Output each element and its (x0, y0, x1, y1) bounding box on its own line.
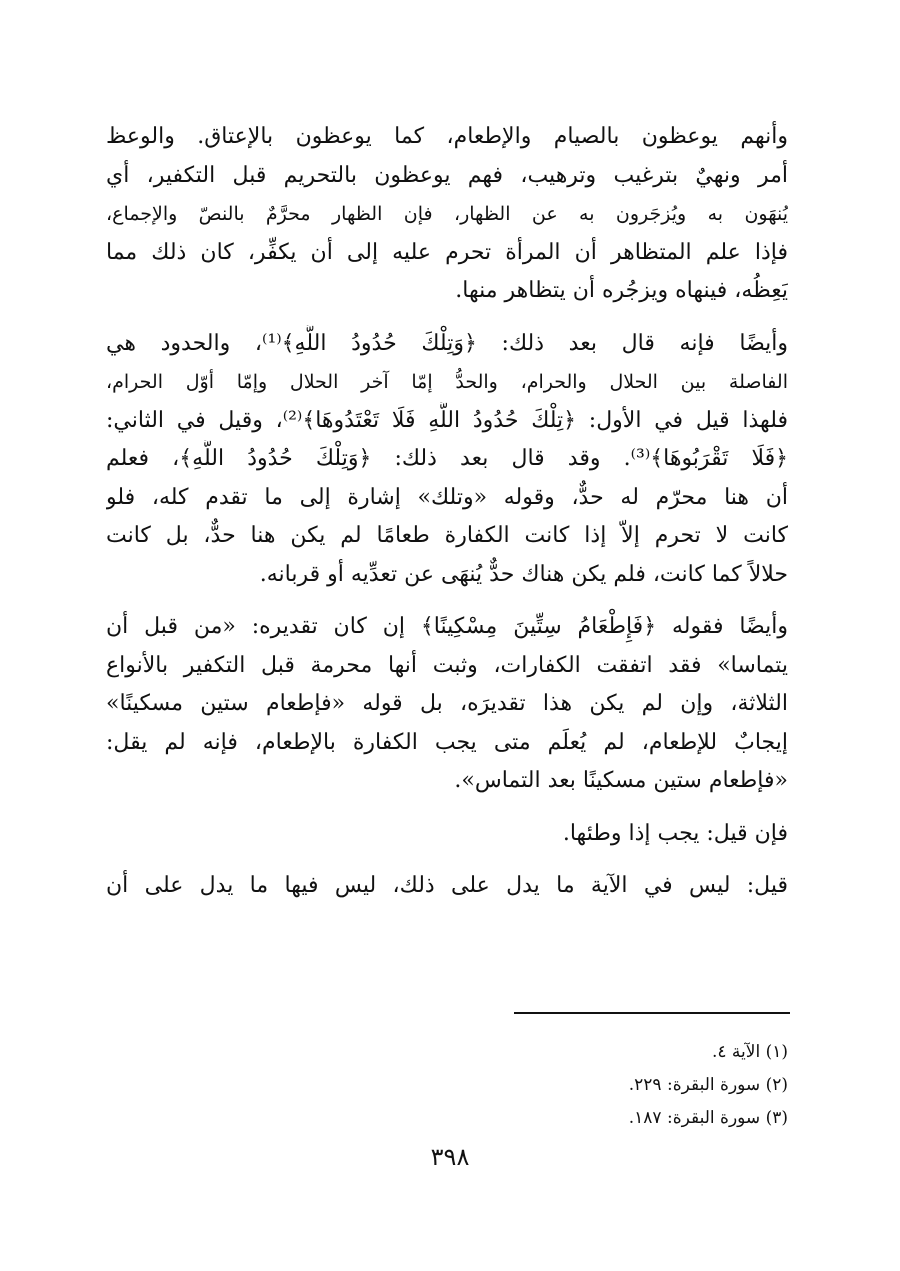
text-line: الفاصلة بين الحلال والحرام، والحدُّ إمّا آخر الحلال وإمّا أوّل الحرام، (106, 371, 788, 393)
footnote-3: (٣) سورة البقرة: ١٨٧. (628, 1108, 788, 1128)
text-line: كانت لا تحرم إلاّ إذا كانت الكفارة طعامًا لم يكن هنا حدٌّ، بل كانت (106, 523, 788, 548)
paragraph-4 (106, 815, 788, 854)
paragraph-3 (106, 608, 788, 801)
footnote-1: (١) الآية ٤. (711, 1042, 788, 1062)
text-line: أمر ونهيٌ بترغيب وترهيب، فهم يوعظون بالتحريم قبل التكفير، أي (106, 162, 788, 188)
page-number: ٣٩٨ (430, 1143, 470, 1171)
paragraph-1 (106, 118, 788, 311)
text-line: وأيضًا فقوله ﴿فَإِطْعَامُ سِتِّينَ مِسْكِينًا﴾ إن كان تقديره: «من قبل أن (106, 614, 788, 639)
text-line: إيجابٌ للإطعام، لم يُعلَم متى يجب الكفارة بالإطعام، فإنه لم يقل: (106, 729, 788, 755)
text-line: يُنهَون به ويُزجَرون به عن الظهار، فإن الظهار محرَّمٌ بالنصّ والإجماع، (106, 203, 788, 225)
footnotes (500, 1036, 788, 1135)
text-line: ﴿فَلَا تَقْرَبُوهَا﴾⁽³⁾. وقد قال بعد ذلك: ﴿وَتِلْكَ حُدُودُ اللَّهِ﴾، فعلم (106, 446, 788, 471)
text-line: يتماسا» فقد اتفقت الكفارات، وثبت أنها محرمة قبل التكفير بالأنواع (106, 652, 788, 678)
text-line: أن هنا محرّم له حدٌّ، وقوله «وتلك» إشارة إلى ما تقدم كله، فلو (106, 484, 788, 510)
footnote-separator (514, 1012, 790, 1014)
text-line: «فإطعام ستين مسكينًا بعد التماس». (454, 768, 788, 793)
text-line: حلالاً كما كانت، فلم يكن هناك حدٌّ يُنهَى عن تعدِّيه أو قربانه. (259, 561, 788, 587)
text-line: قيل: ليس في الآية ما يدل على ذلك، ليس فيها ما يدل على أن (106, 873, 788, 898)
main-text (106, 118, 788, 906)
footnote-2: (٢) سورة البقرة: ٢٢٩. (628, 1075, 788, 1095)
text-line: وأيضًا فإنه قال بعد ذلك: ﴿وَتِلْكَ حُدُودُ اللَّهِ﴾⁽¹⁾، والحدود هي (106, 330, 788, 356)
text-line: وأنهم يوعظون بالصيام والإطعام، كما يوعظون بالإعتاق. والوعظ (106, 124, 788, 149)
text-line: الثلاثة، وإن لم يكن هذا تقديرَه، بل قوله «فإطعام ستين مسكينًا» (106, 691, 788, 716)
text-line: يَعِظُه، فينهاه ويزجُره أن يتظاهر منها. (455, 278, 788, 303)
text-line: فإن قيل: يجب إذا وطئها. (562, 820, 788, 846)
text-line: فلهذا قيل في الأول: ﴿تِلْكَ حُدُودُ اللَّهِ فَلَا تَعْتَدُوهَا﴾⁽²⁾، وقيل في الثاني: (106, 407, 788, 433)
paragraph-2 (106, 325, 788, 595)
paragraph-5 (106, 867, 788, 906)
text-line: فإذا علم المتظاهر أن المرأة تحرم عليه إلى أن يكفِّر، كان ذلك مما (106, 239, 788, 265)
